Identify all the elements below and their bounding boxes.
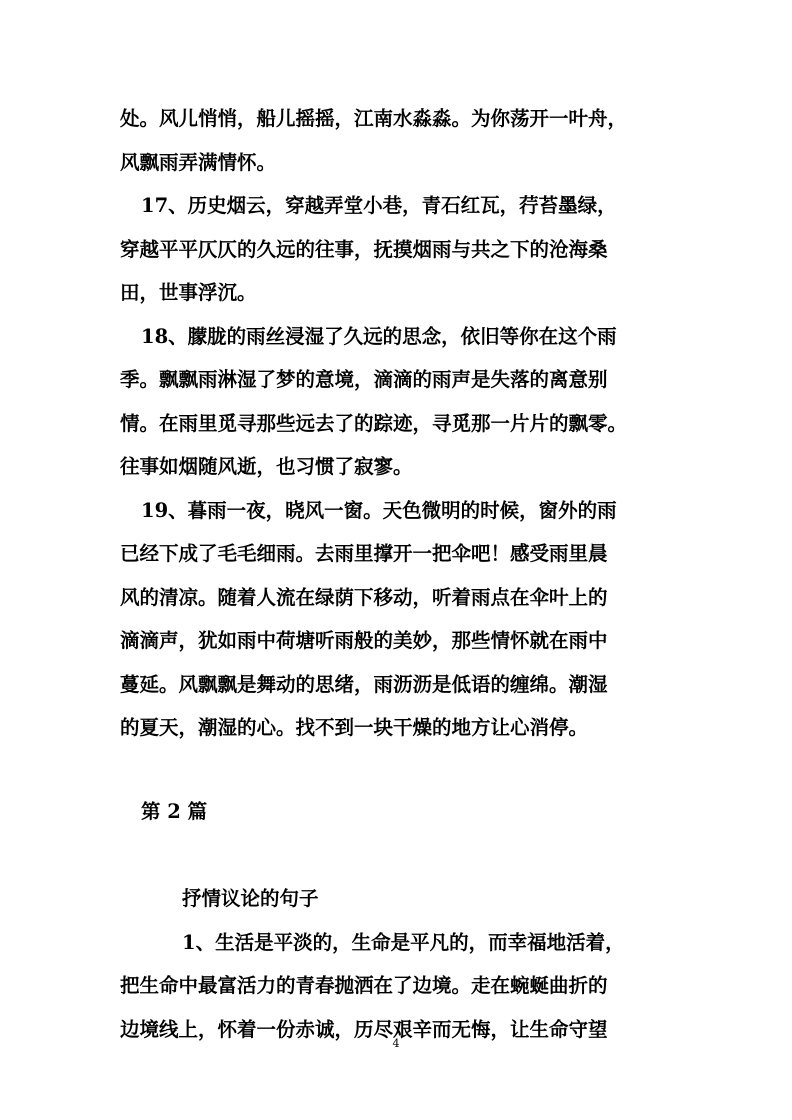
text-line: 往事如烟随风逝，也习惯了寂寥。 — [120, 455, 413, 478]
page-number: 4 — [392, 1037, 400, 1050]
text-line: 的夏天，潮湿的心。找不到一块干燥的地方让心消停。 — [120, 716, 589, 739]
text-line: 边境线上，怀着一份赤诚，历尽艰辛而无悔，让生命守望 — [120, 1017, 608, 1041]
spacer — [120, 750, 672, 790]
spacer — [120, 833, 672, 877]
text-line: 17、历史烟云，穿越弄堂小巷，青石红瓦，荇苔墨绿， — [141, 194, 617, 217]
subheading: 抒情议论的句子 — [182, 887, 319, 910]
text-line: 1、生活是平淡的，生命是平凡的，而幸福地活着， — [182, 930, 625, 954]
text-line: 滴滴声，犹如雨中荷塘听雨般的美妙，那些情怀就在雨中 — [120, 629, 608, 652]
document-body — [120, 97, 672, 1051]
text-line: 蔓延。风飘飘是舞动的思绪，雨沥沥是低语的缠绵。潮湿 — [120, 672, 608, 696]
text-line: 田，世事浮沉。 — [120, 281, 257, 304]
text-line: 风飘雨弄满情怀。 — [120, 150, 277, 174]
text-line: 把生命中最富活力的青春抛洒在了边境。走在蜿蜒曲折的 — [120, 974, 608, 997]
text-line: 情。在雨里觅寻那些远去了的踪迹，寻觅那一片片的飘零。 — [120, 411, 628, 435]
text-line: 风的清凉。随着人流在绿荫下移动，听着雨点在伞叶上的 — [120, 585, 608, 609]
text-line: 季。飘飘雨淋湿了梦的意境，滴滴的雨声是失落的离意别 — [120, 368, 608, 391]
text-line: 19、暮雨一夜，晓风一窗。天色微明的时候，窗外的雨 — [141, 498, 617, 522]
text-line: 穿越平平仄仄的久远的往事，抚摸烟雨与共之下的沧海桑 — [120, 237, 608, 261]
text-line: 18、朦胧的雨丝浸湿了久远的思念，依旧等你在这个雨 — [141, 324, 617, 348]
text-line: 已经下成了毛毛细雨。去雨里撑开一把伞吧！感受雨里晨 — [120, 542, 608, 565]
section-heading: 第 2 篇 — [141, 799, 208, 823]
text-line: 处。风儿悄悄，船儿摇摇，江南水淼淼。为你荡开一叶舟， — [120, 107, 628, 130]
